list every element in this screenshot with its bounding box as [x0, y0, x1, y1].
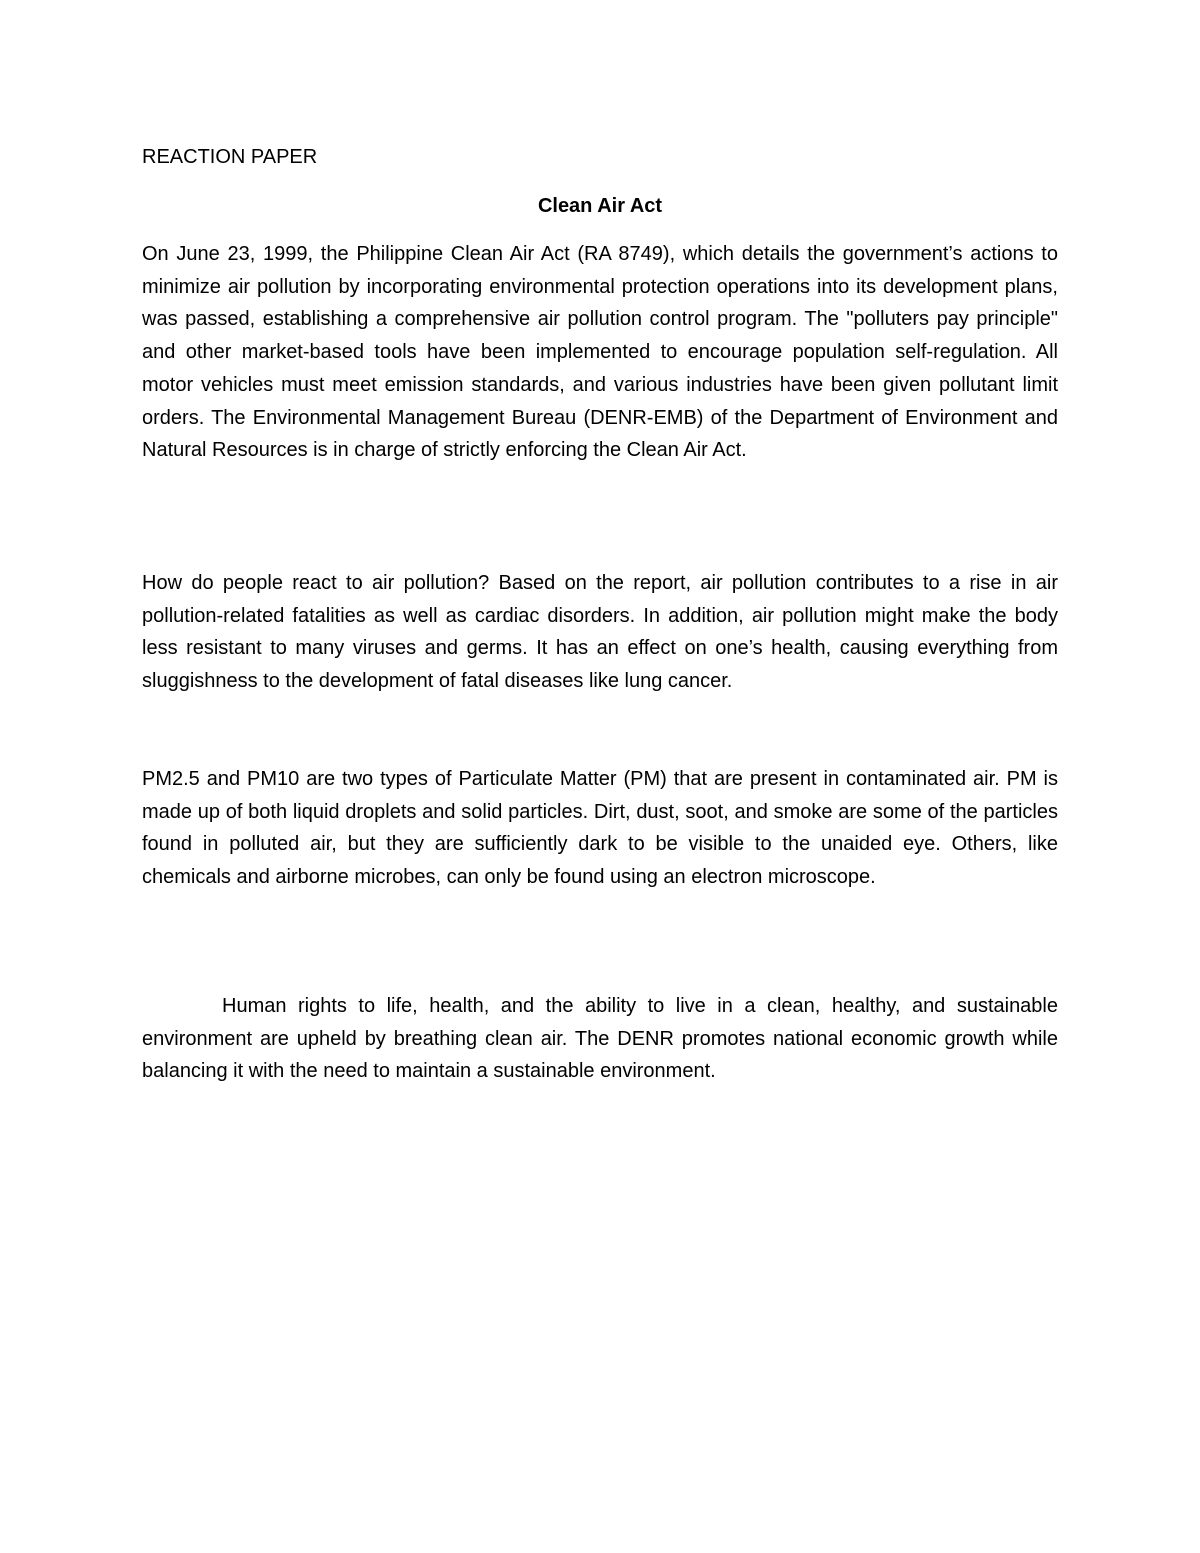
paragraph-human-rights: Human rights to life, health, and the ability to live in a clean, healthy, and sustainable environment are upheld by breathing clean air. The DENR promotes national economic growth while balancing it with the need to maintain a sustainable environment. — [142, 995, 1058, 1083]
document-title: Clean Air Act — [537, 195, 663, 217]
document-heading: REACTION PAPER — [142, 146, 318, 168]
paragraph-particulate-matter: PM2.5 and PM10 are two types of Particulate Matter (PM) that are present in contaminated air. PM is made up of both liquid droplets and solid particles. Dirt, dust, soot, and smoke are some of the particles found in polluted air, but they are sufficiently dark to be visible to the unaided eye. Others, like chemicals and airborne microbes, can only be found using an electron microscope. — [142, 768, 1058, 889]
paragraph-health-effects: How do people react to air pollution? Based on the report, air pollution contributes to a rise in air pollution-related fatalities as well as cardiac disorders. In addition, air pollution might make the body less resistant to many viruses and germs. It has an effect on one’s health, causing everything from sluggishness to the development of fatal diseases like lung cancer. — [142, 572, 1058, 693]
paragraph-clean-air-act-overview: On June 23, 1999, the Philippine Clean Air Act (RA 8749), which details the government’s actions to minimize air pollution by incorporating environmental protection operations into its development plans, was passed, establishing a comprehensive air pollution control program. The "polluters pay principle" and other market-based tools have been implemented to encourage population self-regulation. All motor vehicles must meet emission standards, and various industries have been given pollutant limit orders. The Environmental Management Bureau (DENR-EMB) of the Department of Environment and Natural Resources is in charge of strictly enforcing the Clean Air Act. — [142, 243, 1058, 462]
